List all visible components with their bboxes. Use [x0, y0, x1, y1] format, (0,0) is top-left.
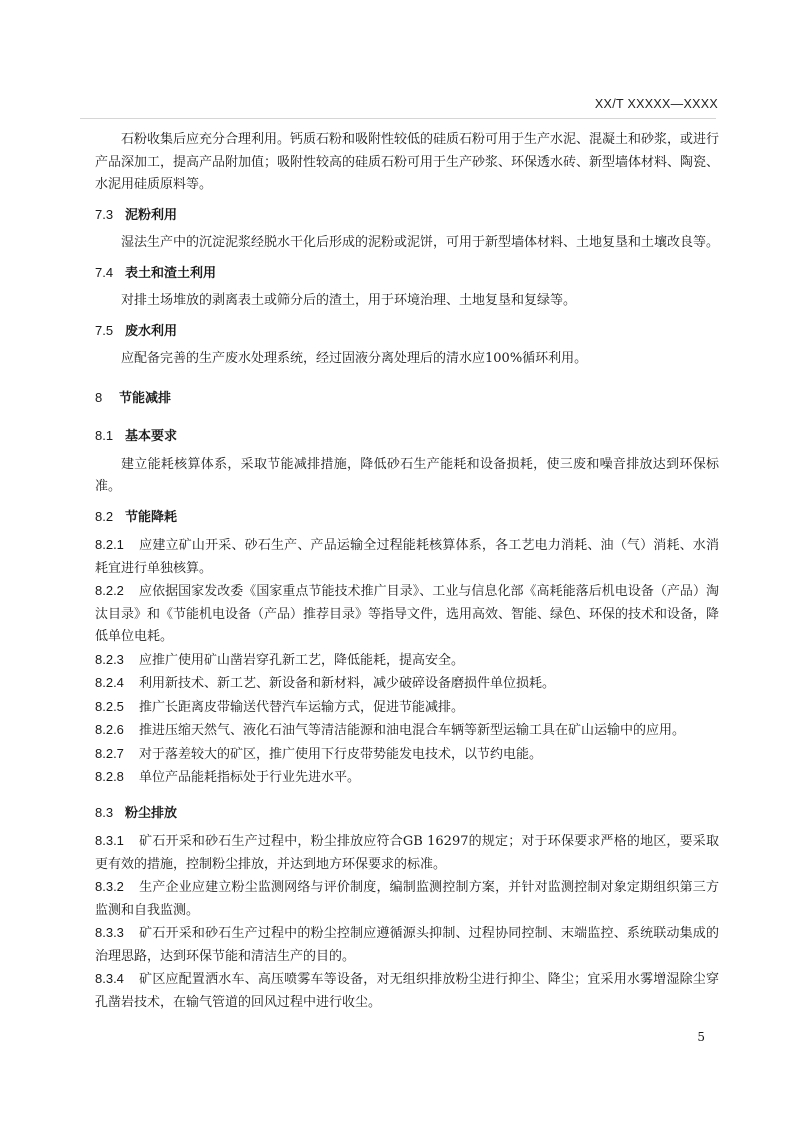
section-number: 8.2 [95, 508, 114, 524]
clause-8-2-5: 8.2.5 推广长距离皮带输送代替汽车运输方式，促进节能减排。 [95, 698, 465, 715]
clause-8-2-7: 8.2.7 对于落差较大的矿区，推广使用下行皮带势能发电技术，以节约电能。 [95, 745, 543, 762]
heading-7-3 [95, 204, 719, 227]
clause-list-8-3 [95, 830, 719, 1014]
section-number: 8.3 [95, 804, 114, 820]
header-rule [80, 118, 716, 119]
clause-8-3-1: 8.3.1 矿石开采和砂石生产过程中，粉尘排放应符合GB 16297的规定；对于环保要求严格的地区，要采取更有效的措施，控制粉尘排放，并达到地方环保要求的标准。 [95, 833, 719, 872]
section-title: 节能降耗 [125, 508, 178, 524]
paragraph-7-4: 对排土场堆放的剥离表土或筛分后的渣土，用于环境治理、土地复垦和复绿等。 [121, 293, 577, 308]
page-number: 5 [697, 1030, 705, 1044]
paragraph-7-5: 应配备完善的生产废水处理系统，经过固液分离处理后的清水应100%循环利用。 [121, 351, 588, 366]
section-title: 基本要求 [125, 428, 178, 443]
clause-8-2-4: 8.2.4 利用新技术、新工艺、新设备和新材料，减少破碎设备磨损件单位损耗。 [95, 675, 556, 691]
heading-8-3 [95, 802, 719, 825]
heading-7-5 [95, 320, 719, 343]
section-title: 废水利用 [125, 322, 178, 338]
heading-7-4 [95, 262, 719, 285]
heading-8-1 [95, 425, 719, 448]
chapter-title: 节能减排 [119, 389, 172, 405]
clause-8-3-2: 8.3.2 生产企业应建立粉尘监测网络与评价制度，编制监测控制方案，并针对监测控制对象定期组织第三方监测和自我监测。 [95, 879, 719, 918]
clause-list-8-2 [95, 534, 719, 790]
section-number: 8.1 [95, 428, 114, 443]
document-code: XX/T XXXXX—XXXX [594, 97, 718, 111]
section-number: 7.5 [95, 322, 114, 338]
heading-8 [95, 387, 719, 410]
clause-8-2-1: 8.2.1 应建立矿山开采、砂石生产、产品运输全过程能耗核算体系，各工艺电力消耗、油（气）消耗、水消耗宜进行单独核算。 [95, 537, 719, 576]
section-number: 7.3 [95, 206, 114, 222]
section-title: 粉尘排放 [125, 804, 178, 820]
section-title: 表土和渣土利用 [125, 264, 217, 280]
clause-8-3-3: 8.3.3 矿石开采和砂石生产过程中的粉尘控制应遵循源头抑制、过程协同控制、末端监控、系统联动集成的治理思路，达到环保节能和清洁生产的目的。 [95, 925, 719, 964]
paragraph-stone-powder: 石粉收集后应充分合理利用。钙质石粉和吸附性较低的硅质石粉可用于生产水泥、混凝土和砂浆，或进行产品深加工，提高产品附加值；吸附性较高的硅质石粉可用于生产砂浆、环保透水砖、新型墙体材料、陶瓷、水泥用硅质原料等。 [95, 132, 720, 192]
chapter-number: 8 [95, 389, 103, 405]
clause-8-2-6: 8.2.6 推进压缩天然气、液化石油气等清洁能源和油电混合车辆等新型运输工具在矿山运输中的应用。 [95, 722, 686, 738]
clause-8-2-8: 8.2.8 单位产品能耗指标处于行业先进水平。 [95, 769, 361, 785]
paragraph-7-3: 湿法生产中的沉淀泥浆经脱水干化后形成的泥粉或泥饼，可用于新型墙体材料、土地复垦和土壤改良等。 [121, 235, 720, 250]
paragraph-8-1: 建立能耗核算体系，采取节能减排措施，降低砂石生产能耗和设备损耗，使三废和噪音排放达到环保标准。 [95, 456, 719, 494]
heading-8-2 [95, 506, 719, 529]
clause-8-3-4: 8.3.4 矿区应配置洒水车、高压喷雾车等设备，对无组织排放粉尘进行抑尘、降尘；宜采用水雾增湿除尘穿孔凿岩技术，在输气管道的回风过程中进行收尘。 [95, 971, 719, 1010]
section-title: 泥粉利用 [125, 206, 178, 222]
section-number: 7.4 [95, 264, 114, 280]
page-body [95, 129, 719, 1014]
clause-8-2-3: 8.2.3 应推广使用矿山凿岩穿孔新工艺，降低能耗，提高安全。 [95, 651, 465, 668]
clause-8-2-2: 8.2.2 应依据国家发改委《国家重点节能技术推广目录》、工业与信息化部《高耗能落后机电设备（产品）淘汰目录》和《节能机电设备（产品）推荐目录》等指导文件，选用高效、智能、绿色、环保的技术和设备，降低单位电耗。 [95, 583, 720, 644]
